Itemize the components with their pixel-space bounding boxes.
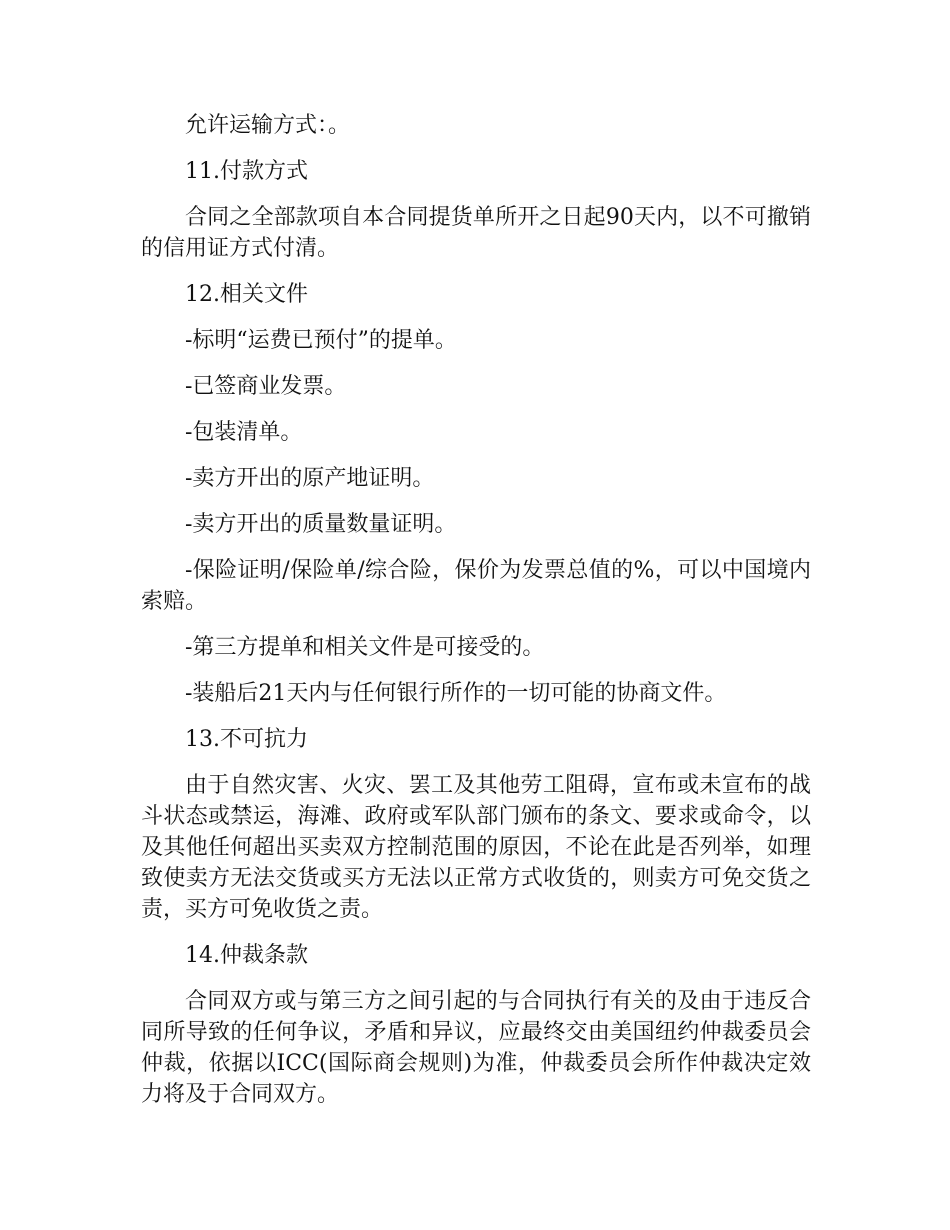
section-heading-arbitration: 14.仲裁条款 xyxy=(185,943,308,968)
section-heading-payment: 11.付款方式 xyxy=(185,159,308,184)
document-item-third-party: -第三方提单和相关文件是可接受的。 xyxy=(185,635,545,660)
document-body xyxy=(141,110,811,1125)
arbitration-paragraph: 合同双方或与第三方之间引起的与合同执行有关的及由于违反合同所导致的任何争议，矛盾和异议，应最终交由美国纽约仲裁委员会仲裁，依据以ICC(国际商会规则)为准，仲裁委员会所作仲裁决定效力将及于合同双方。 xyxy=(141,989,811,1107)
document-item-packing-list: -包装清单。 xyxy=(185,420,303,445)
section-heading-force-majeure: 13.不可抗力 xyxy=(185,727,308,752)
document-item-insurance: -保险证明/保险单/综合险，保价为发票总值的%，可以中国境内索赔。 xyxy=(141,558,811,614)
section-heading-documents: 12.相关文件 xyxy=(185,282,308,307)
document-item-bill-of-lading: -标明“运费已预付”的提单。 xyxy=(185,328,457,353)
document-item-quality-certificate: -卖方开出的质量数量证明。 xyxy=(185,512,457,537)
payment-terms-paragraph: 合同之全部款项自本合同提货单所开之日起90天内，以不可撤销的信用证方式付清。 xyxy=(141,205,811,261)
document-item-origin-certificate: -卖方开出的原产地证明。 xyxy=(185,466,435,491)
transport-mode-line: 允许运输方式：。 xyxy=(185,113,351,138)
force-majeure-paragraph: 由于自然灾害、火灾、罢工及其他劳工阻碍，宣布或未宣布的战斗状态或禁运，海滩、政府或军队部门颁布的条文、要求或命令，以及其他任何超出买卖双方控制范围的原因，不论在此是否列举，如理致使卖方无法交货或买方无法以正常方式收货的，则卖方可免交货之责，买方可免收货之责。 xyxy=(141,773,811,922)
document-item-negotiation: -装船后21天内与任何银行所作的一切可能的协商文件。 xyxy=(185,681,727,706)
document-item-invoice: -已签商业发票。 xyxy=(185,374,347,399)
